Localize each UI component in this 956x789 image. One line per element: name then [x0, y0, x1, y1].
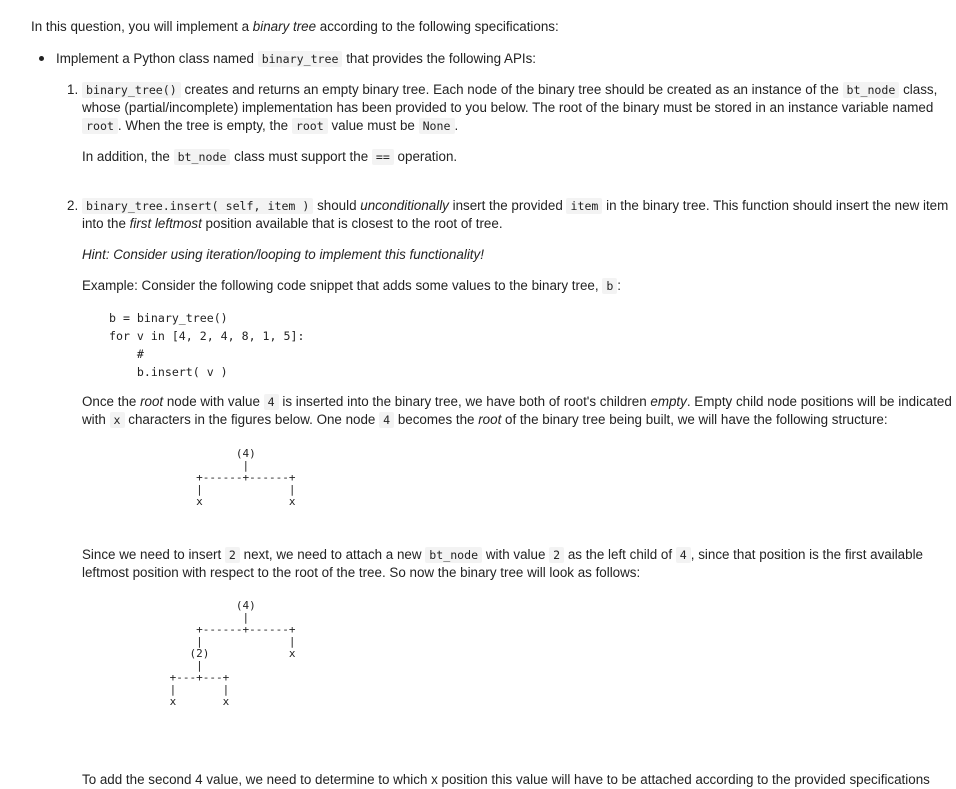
- item1-text: creates and returns an empty binary tree. Each node of the binary tree should be created as an instance of the: [180, 82, 843, 97]
- intro-text: In this question, you will implement a: [31, 19, 253, 34]
- code-bt-node: bt_node: [843, 82, 900, 98]
- para2-text: In addition, the: [82, 149, 174, 164]
- item2-text-2: insert the provided: [448, 198, 567, 213]
- once-text-2: node with value: [163, 394, 264, 409]
- item1-para2: [82, 148, 457, 166]
- since-line2: leftmost position with respect to the root of the tree. So now the binary tree will look as follows:: [82, 565, 641, 580]
- item1-text-end: class,: [899, 82, 938, 97]
- hint-text: Hint: Consider using iteration/looping to implement this functionality!: [82, 247, 484, 262]
- bullet-text: Implement a Python class named: [56, 51, 258, 66]
- code-root-2: root: [292, 118, 328, 134]
- item2-number: 2.: [67, 198, 79, 213]
- code-insert-signature: binary_tree.insert( self, item ): [82, 198, 313, 214]
- cut-off-line: To add the second 4 value, we need to determine to which x position this value will have to be attached according to the provided specifications: [82, 772, 930, 787]
- once-emphasis-2: empty: [650, 394, 687, 409]
- bullet-item: [56, 50, 536, 68]
- code-value-4-b: 4: [379, 412, 394, 428]
- item1-line1: [82, 81, 937, 99]
- code-value-4: 4: [264, 394, 279, 410]
- since-line1: [82, 546, 923, 564]
- tree-diagram-2: (4) | +------+------+ | | (2) x | +---+---+ | | x x: [169, 599, 296, 708]
- intro-text-end: according to the following specifications:: [316, 19, 559, 34]
- item2-text-3: in the binary tree. This function should insert the new item: [602, 198, 949, 213]
- once-text: Once the: [82, 394, 141, 409]
- item2-emphasis: unconditionally: [360, 198, 449, 213]
- code-value-4-c: 4: [676, 547, 691, 563]
- item1-line3-text: . When the tree is empty, the: [117, 118, 292, 133]
- once-line2: [82, 411, 888, 429]
- once-emphasis: root: [140, 394, 164, 409]
- bullet-icon: [39, 56, 44, 61]
- example-text-end: :: [617, 278, 622, 293]
- once-text-4: . Empty child node positions will be indicated: [686, 394, 952, 409]
- example-text: Example: Consider the following code snippet that adds some values to the binary tree,: [82, 278, 603, 293]
- code-x: x: [110, 412, 125, 428]
- para2-text-3: operation.: [393, 149, 458, 164]
- since-text-2: next, we need to attach a new: [239, 547, 426, 562]
- once-line1: [82, 393, 952, 411]
- para2-text-2: class must support the: [230, 149, 372, 164]
- item2-line1: [82, 197, 948, 215]
- item2-line2-text-2: position available that is closest to the root of tree.: [201, 216, 503, 231]
- since-text-4: as the left child of: [564, 547, 676, 562]
- tree-diagram-1: (4) | +------+------+ | | x x: [196, 447, 296, 508]
- code-eq-operator: ==: [372, 149, 394, 165]
- item1-line3-text-2: value must be: [327, 118, 419, 133]
- item1-line3-text-3: .: [454, 118, 459, 133]
- item1-line2: whose (partial/incomplete) implementation has been provided to you below. The root of the binary must be stored in an instance variable named: [82, 100, 934, 115]
- once2-text-3: becomes the: [394, 412, 479, 427]
- code-binary-tree-ctor: binary_tree(): [82, 82, 181, 98]
- once2-text-2: characters in the figures below. One node: [124, 412, 380, 427]
- code-value-2-b: 2: [549, 547, 564, 563]
- intro-paragraph: [31, 18, 559, 36]
- item2-line2: [82, 215, 503, 233]
- item1-line3: [82, 117, 458, 135]
- item2-line2-text: into the: [82, 216, 130, 231]
- since-text-3: with value: [482, 547, 550, 562]
- since-text: Since we need to insert: [82, 547, 225, 562]
- once2-text: with: [82, 412, 110, 427]
- code-bt-node-2: bt_node: [174, 149, 231, 165]
- code-none: None: [419, 118, 455, 134]
- once2-emphasis: root: [478, 412, 502, 427]
- example-intro: [82, 277, 621, 295]
- since-text-5: , since that position is the first available: [690, 547, 923, 562]
- code-bt-node-3: bt_node: [425, 547, 482, 563]
- item1-number: 1.: [67, 82, 79, 97]
- code-snippet: b = binary_tree() for v in [4, 2, 4, 8, 1, 5]: # b.insert( v ): [109, 311, 305, 379]
- class-name-code: binary_tree: [258, 51, 343, 67]
- code-item: item: [566, 198, 602, 214]
- intro-emphasis: binary tree: [252, 19, 317, 34]
- code-value-2: 2: [225, 547, 240, 563]
- once-text-3: is inserted into the binary tree, we have both of root's children: [278, 394, 651, 409]
- item2-line2-emphasis: first leftmost: [129, 216, 202, 231]
- code-b: b: [602, 278, 617, 294]
- code-root: root: [82, 118, 118, 134]
- once2-text-4: of the binary tree being built, we will have the following structure:: [501, 412, 888, 427]
- bullet-text-end: that provides the following APIs:: [342, 51, 537, 66]
- item2-text: should: [313, 198, 361, 213]
